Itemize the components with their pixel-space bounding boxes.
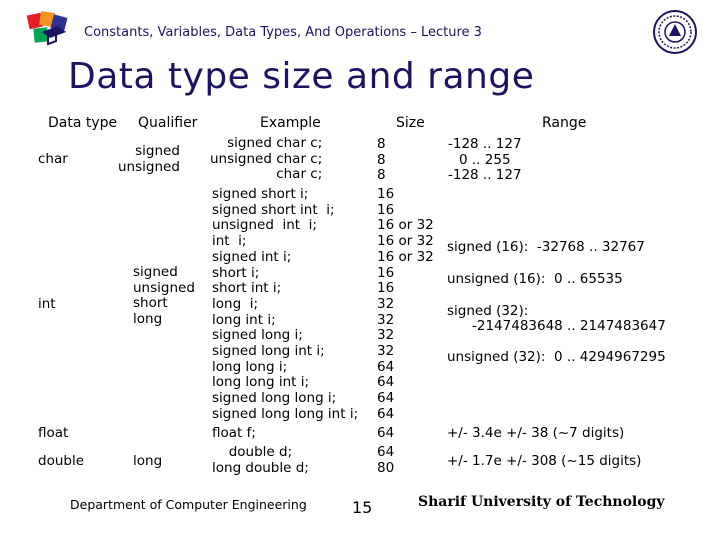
qualifiers-double: long (133, 453, 163, 469)
footer-department: Department of Computer Engineering (70, 497, 307, 512)
ranges-float: +/- 3.4e +/- 38 (~7 digits) (447, 425, 625, 441)
sizes-double: 64 80 (377, 444, 395, 476)
sizes-float: 64 (377, 425, 395, 441)
qualifiers-int: signed unsigned short long (133, 264, 195, 328)
header-bar (0, 0, 720, 58)
range-int-signed32-value: -2147483648 .. 2147483647 (472, 318, 666, 334)
footer-university: Sharif University of Technology (418, 494, 665, 510)
header-qualifier: Qualifier (138, 115, 198, 131)
ranges-char: -128 .. 127 0 .. 255 -128 .. 127 (448, 136, 522, 184)
header-example: Example (260, 115, 321, 131)
range-int-signed16: signed (16): -32768 .. 32767 (447, 239, 645, 255)
lecture-header-title: Constants, Variables, Data Types, And Operations – Lecture 3 (84, 25, 482, 40)
examples-int: signed short i; signed short int i; unsigned int i; int i; signed int i; short i; short int i; long i; long int i; signed long i; signed long int i; long long i; long long int i; signed long long i; signed long long int i; (212, 186, 359, 422)
range-int-signed32-label: signed (32): (447, 303, 529, 319)
examples-char: signed char c; unsigned char c; char c; (210, 135, 323, 183)
sizes-int: 16 16 16 or 32 16 or 32 16 or 32 16 16 32 32 32 32 64 64 64 64 (377, 186, 434, 422)
examples-float: float f; (212, 425, 256, 441)
page-number: 15 (352, 498, 373, 517)
department-logo-icon (26, 10, 70, 50)
header-range: Range (542, 115, 587, 131)
range-int-unsigned16: unsigned (16): 0 .. 65535 (447, 271, 623, 287)
type-float: float (38, 425, 69, 441)
range-int-unsigned32: unsigned (32): 0 .. 4294967295 (447, 349, 666, 365)
qualifiers-char: signed unsigned (118, 143, 180, 175)
university-seal-icon (652, 9, 698, 55)
type-int: int (38, 296, 56, 312)
header-size: Size (396, 115, 425, 131)
slide-title: Data type size and range (68, 56, 535, 97)
ranges-double: +/- 1.7e +/- 308 (~15 digits) (447, 453, 642, 469)
type-double: double (38, 453, 85, 469)
header-data-type: Data type (48, 115, 118, 131)
examples-double: double d; long double d; (212, 444, 309, 476)
type-char: char (38, 151, 68, 167)
sizes-char: 8 8 8 (377, 136, 386, 184)
